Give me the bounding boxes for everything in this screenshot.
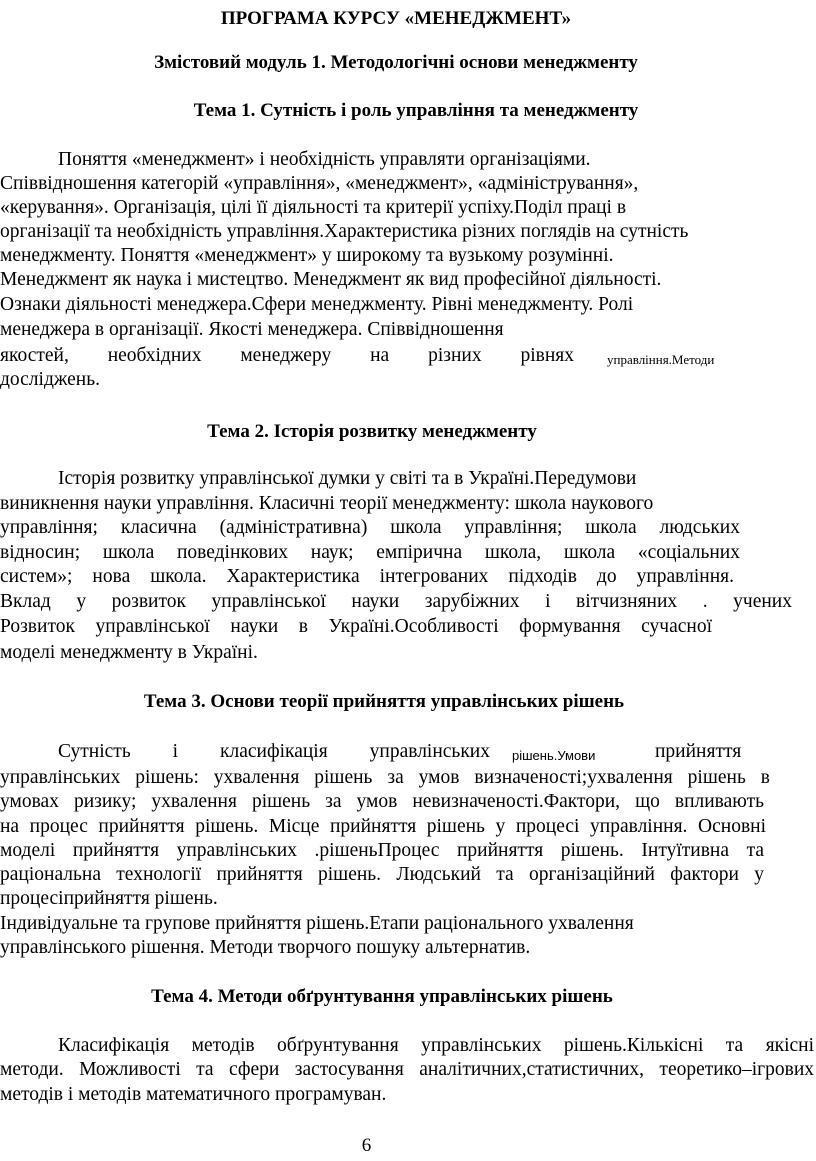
topic4-line: методів і методів математичного програмуван. bbox=[0, 1084, 387, 1105]
topic2-line: моделі менеджменту в Україні. bbox=[0, 642, 258, 663]
course-title: ПРОГРАМА КУРСУ «МЕНЕДЖМЕНТ» bbox=[220, 8, 572, 29]
topic4-line: Класифікація методів обґрунтування управлінських рішень.Кількісні та якісні bbox=[58, 1035, 814, 1056]
topic3-line: прийняття bbox=[655, 741, 742, 762]
topic3-line: раціональна технології прийняття рішень. Людський та організаційний фактори у bbox=[0, 864, 764, 885]
topic4-title: Тема 4. Методи обґрунтування управлінських рішень bbox=[151, 986, 613, 1007]
topic3-line: процесіприйняття рішень. bbox=[0, 888, 218, 909]
topic2-line: управління; класична (адміністративна) школа управління; школа людських bbox=[0, 517, 740, 538]
topic3-line: Індивідуальне та групове прийняття рішень.Етапи раціонального ухвалення bbox=[0, 913, 634, 934]
topic3-line: управлінських рішень: ухвалення рішень за умов визначеності;ухвалення рішень в bbox=[0, 767, 770, 788]
topic1-line: Співвідношення категорій «управління», «менеджмент», «адміністрування», bbox=[0, 173, 639, 194]
topic3-line-small: рішень.Умови bbox=[512, 748, 596, 763]
topic3-line: умовах ризику; ухвалення рішень за умов невизначеності.Фактори, що впливають bbox=[0, 791, 764, 812]
topic2-title: Тема 2. Історія розвитку менеджменту bbox=[207, 421, 537, 442]
topic1-line: «керування». Організація, цілі її діяльності та критерії успіху.Поділ праці в bbox=[0, 197, 627, 218]
topic1-title: Тема 1. Сутність і роль управління та менеджменту bbox=[193, 100, 639, 121]
topic1-line: Менеджмент як наука і мистецтво. Менеджмент як вид професійної діяльності. bbox=[0, 269, 662, 290]
topic1-line: досліджень. bbox=[0, 369, 100, 390]
topic1-line-small: управління.Методи bbox=[607, 352, 715, 367]
topic1-line: якостей, необхідних менеджеру на різних рівнях bbox=[0, 345, 574, 366]
topic3-title: Тема 3. Основи теорії прийняття управлінських рішень bbox=[143, 691, 625, 712]
topic3-line: моделі прийняття управлінських .рішеньПроцес прийняття рішень. Інтуїтивна та bbox=[0, 840, 764, 861]
topic1-line: менеджменту. Поняття «менеджмент» у широкому та вузькому розумінні. bbox=[0, 245, 614, 266]
topic2-line: виникнення науки управління. Класичні теорії менеджменту: школа наукового bbox=[0, 493, 654, 514]
topic2-line: систем»; нова школа. Характеристика інтегрованих підходів до управління. bbox=[0, 566, 734, 587]
topic3-line: управлінського рішення. Методи творчого пошуку альтернатив. bbox=[0, 937, 531, 958]
topic1-line: організації та необхідність управління.Характеристика різних поглядів на сутність bbox=[0, 221, 689, 242]
page-number: 6 bbox=[361, 1135, 372, 1156]
topic2-line: Розвиток управлінської науки в Україні.Особливості формування сучасної bbox=[0, 616, 712, 637]
topic3-line: Сутність і класифікація управлінських bbox=[58, 741, 490, 762]
topic1-line: Ознаки діяльності менеджера.Сфери менеджменту. Рівні менеджменту. Ролі bbox=[0, 294, 634, 315]
topic2-line: Історія розвитку управлінської думки у світі та в Україні.Передумови bbox=[58, 468, 637, 489]
topic1-line: менеджера в організації. Якості менеджера. Співвідношення bbox=[0, 319, 504, 340]
module-title: Змістовий модуль 1. Методологічні основи менеджменту bbox=[154, 52, 638, 73]
topic1-line: Поняття «менеджмент» і необхідність управляти організаціями. bbox=[58, 149, 591, 170]
topic4-line: методи. Можливості та сфери застосування аналітичних,статистичних, теоретико–ігрових bbox=[0, 1059, 814, 1080]
topic2-line: Вклад у розвиток управлінської науки зарубіжних і вітчизняних . учених bbox=[0, 591, 792, 612]
topic2-line: відносин; школа поведінкових наук; емпірична школа, школа «соціальних bbox=[0, 542, 740, 563]
topic3-line: на процес прийняття рішень. Місце прийняття рішень у процесі управління. Основні bbox=[0, 816, 766, 837]
